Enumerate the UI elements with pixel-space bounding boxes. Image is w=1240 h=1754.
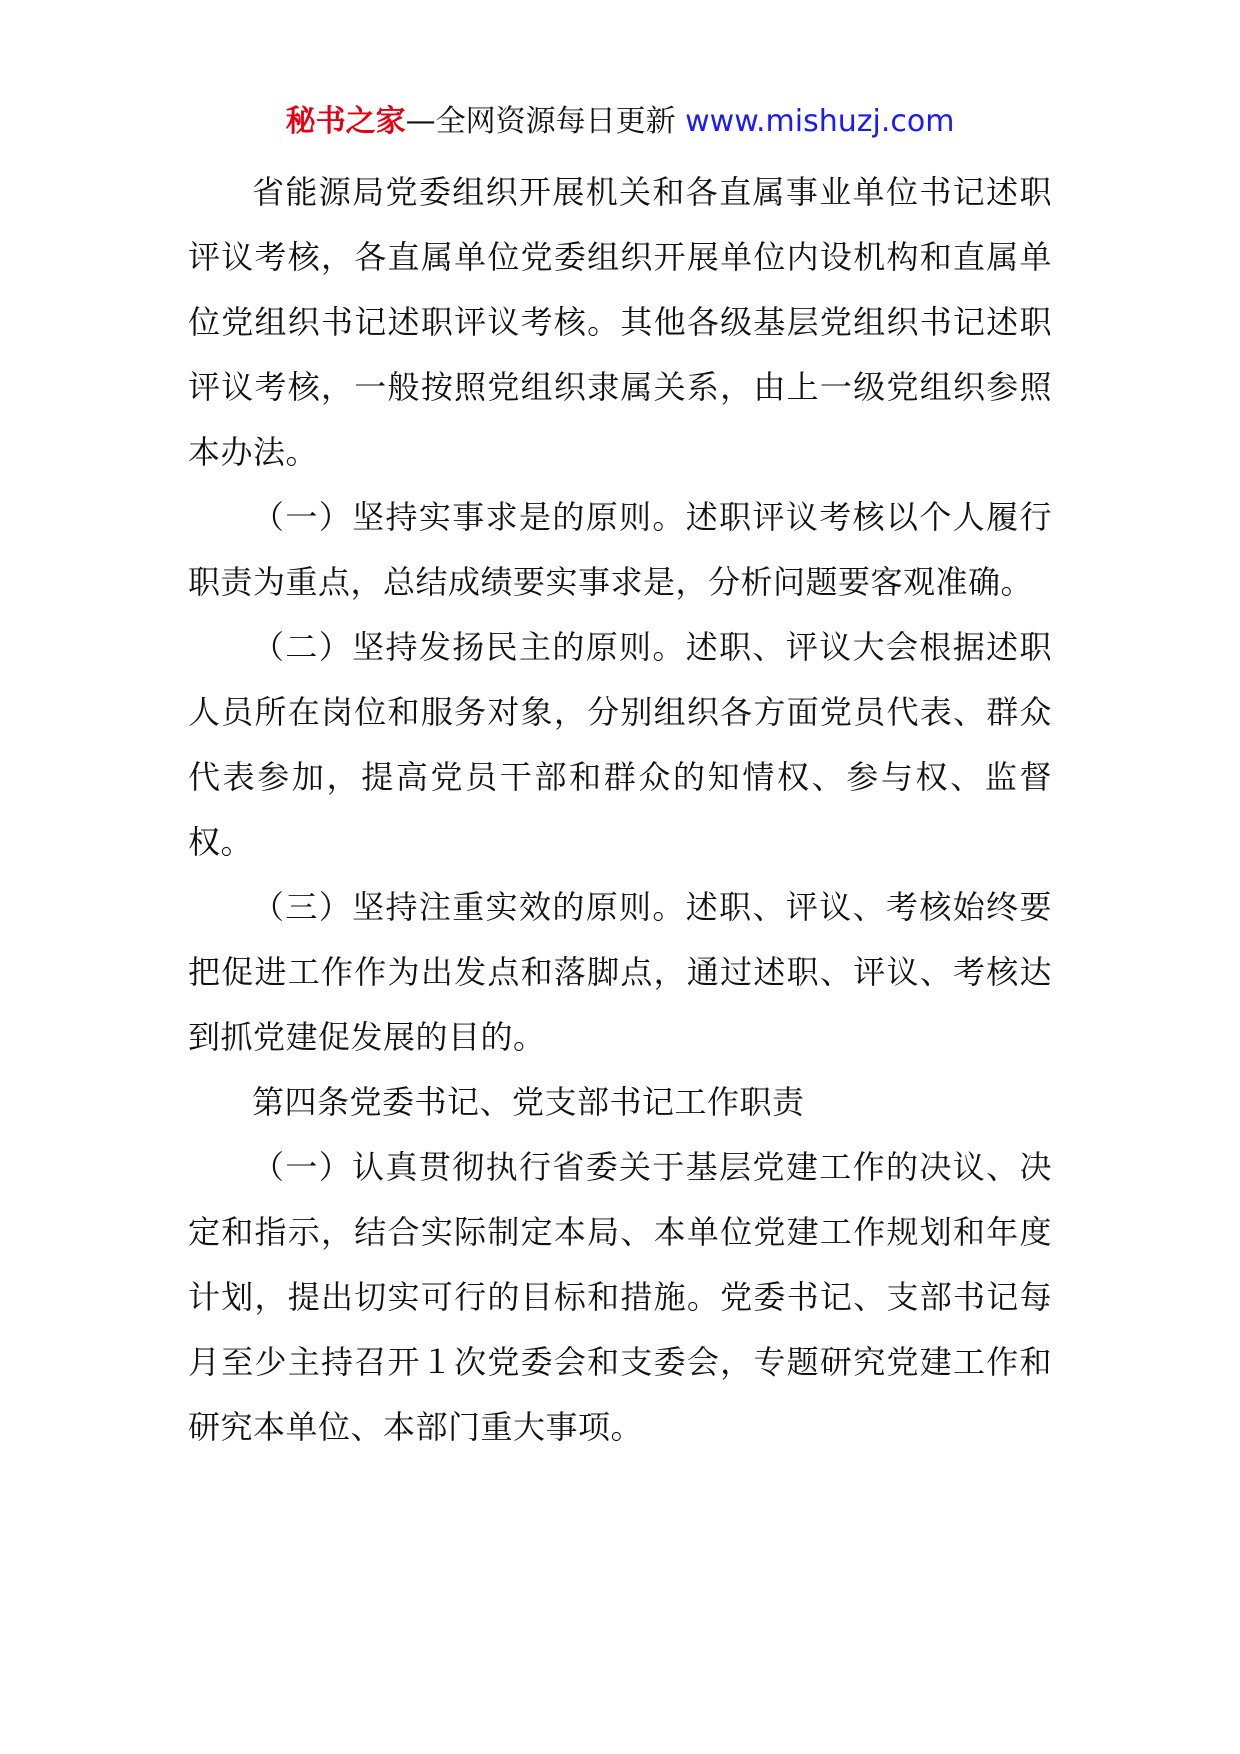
header-tagline: —全网资源每日更新	[405, 104, 686, 139]
site-url-link[interactable]: www.mishuzj.com	[685, 104, 955, 139]
brand-name: 秘书之家	[285, 104, 406, 139]
paragraph-intro: 省能源局党委组织开展机关和各直属事业单位书记述职评议考核，各直属单位党委组织开展单位内设机构和直属单位党组织书记述职评议考核。其他各级基层党组织书记述职评议考核，一般按照党组织隶属关系，由上一级党组织参照本办法。	[188, 173, 1052, 471]
paragraph-duty-1: （一）认真贯彻执行省委关于基层党建工作的决议、决定和指示，结合实际制定本局、本单位党建工作规划和年度计划，提出切实可行的目标和措施。党委书记、支部书记每月至少主持召开１次党委会和支委会，专题研究党建工作和研究本单位、本部门重大事项。	[188, 1148, 1052, 1446]
page-header	[0, 100, 1240, 144]
paragraph-principle-2: （二）坚持发扬民主的原则。述职、评议大会根据述职人员所在岗位和服务对象，分别组织各方面党员代表、群众代表参加，提高党员干部和群众的知情权、参与权、监督权。	[188, 628, 1052, 861]
paragraph-principle-1: （一）坚持实事求是的原则。述职评议考核以个人履行职责为重点，总结成绩要实事求是，分析问题要客观准确。	[188, 498, 1052, 601]
section-heading-article-4: 第四条党委书记、党支部书记工作职责	[252, 1083, 805, 1121]
paragraph-principle-3: （三）坚持注重实效的原则。述职、评议、考核始终要把促进工作作为出发点和落脚点，通过述职、评议、考核达到抓党建促发展的目的。	[188, 888, 1052, 1056]
document-body	[188, 160, 1052, 1460]
